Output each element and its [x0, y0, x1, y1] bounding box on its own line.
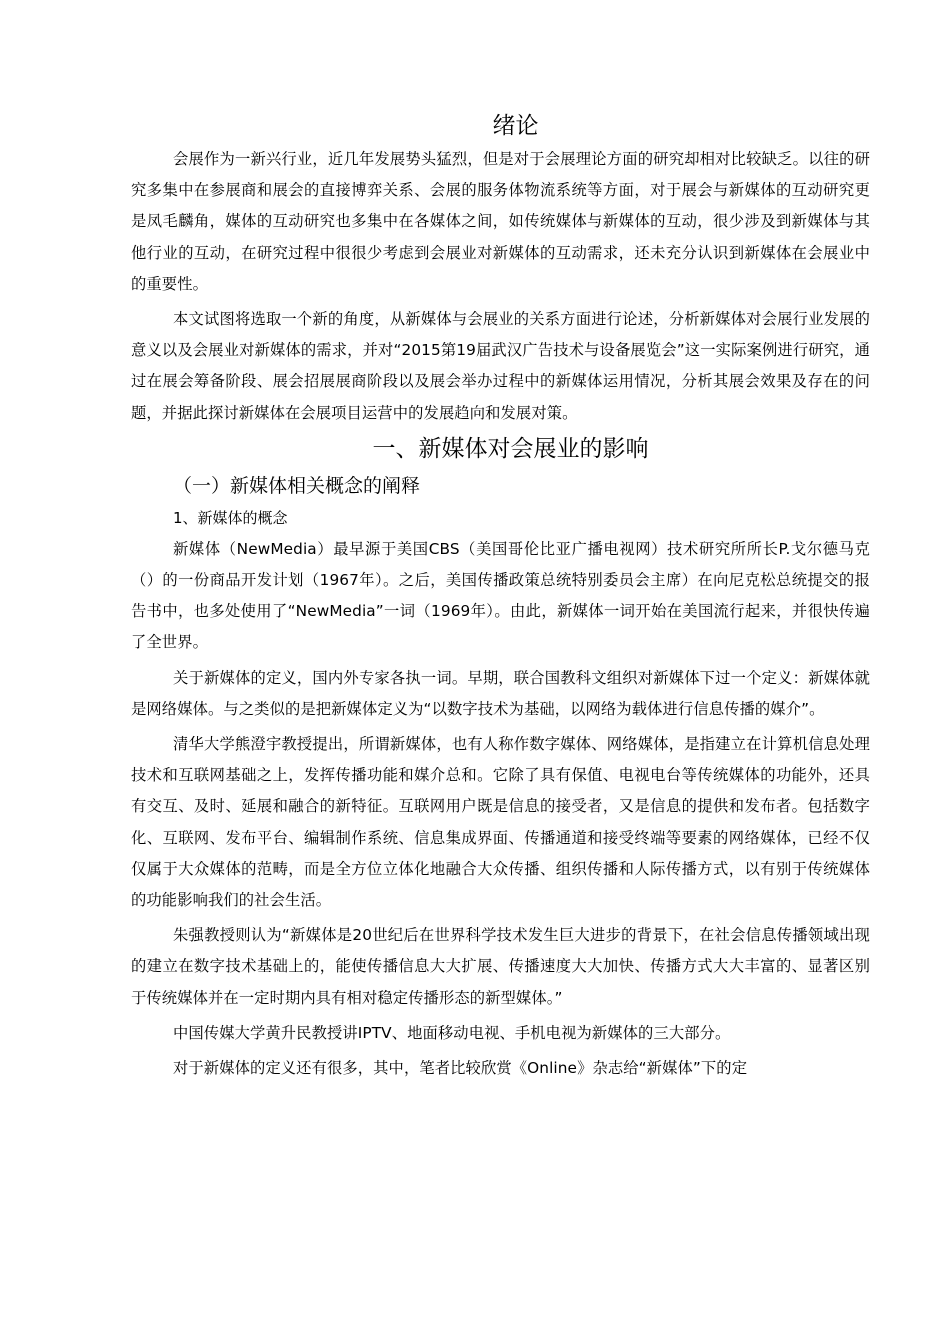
body-paragraph-4: 朱强教授则认为“新媒体是20世纪后在世界科学技术发生巨大进步的背景下，在社会信息传播领域出现的建立在数字技术基础上的，能使传播信息大大扩展、传播速度大大加快、传播方式大大丰富的、显著区别于传统媒体并在一定时期内具有相对稳定传播形态的新型媒体。” [131, 926, 870, 1007]
body-paragraph-6: 对于新媒体的定义还有很多，其中，笔者比较欣赏《Online》杂志给“新媒体”下的定 [173, 1059, 748, 1078]
body-paragraph-5: 中国传媒大学黄升民教授讲IPTV、地面移动电视、手机电视为新媒体的三大部分。 [173, 1023, 731, 1042]
document-title: 绪论 [492, 113, 539, 139]
chapter-heading: 一、新媒体对会展业的影响 [372, 435, 649, 462]
section-heading: （一）新媒体相关概念的阐释 [173, 474, 421, 497]
intro-paragraph-1: 会展作为一新兴行业，近几年发展势头猛烈，但是对于会展理论方面的研究却相对比较缺乏。以往的研究多集中在参展商和展会的直接博弈关系、会展的服务体物流系统等方面，对于展会与新媒体的互动研究更是凤毛麟角，媒体的互动研究也多集中在各媒体之间，如传统媒体与新媒体的互动，很少涉及到新媒体与其他行业的互动，在研究过程中很很少考虑到会展业对新媒体的互动需求，还未充分认识到新媒体在会展业中的重要性。 [131, 150, 870, 293]
subsection-heading: 1、新媒体的概念 [173, 508, 288, 527]
body-paragraph-2: 关于新媒体的定义，国内外专家各执一词。早期，联合国教科文组织对新媒体下过一个定义：新媒体就是网络媒体。与之类似的是把新媒体定义为“以数字技术为基础，以网络为载体进行信息传播的媒介”。 [131, 668, 870, 718]
body-paragraph-1: 新媒体（NewMedia）最早源于美国CBS（美国哥伦比亚广播电视网）技术研究所所长P.戈尔德马克（）的一份商品开发计划（1967年）。之后，美国传播政策总统特别委员会主席）在向尼克松总统提交的报告书中，也多处使用了“NewMedia”一词（1969年）。由此，新媒体一词开始在美国流行起来，并很快传遍了全世界。 [131, 539, 870, 652]
body-paragraph-3: 清华大学熊澄宇教授提出，所谓新媒体，也有人称作数字媒体、网络媒体，是指建立在计算机信息处理技术和互联网基础之上，发挥传播功能和媒介总和。它除了具有保值、电视电台等传统媒体的功能外，还具有交互、及时、延展和融合的新特征。互联网用户既是信息的接受者，又是信息的提供和发布者。包括数字化、互联网、发布平台、编辑制作系统、信息集成界面、传播通道和接受终端等要素的网络媒体，已经不仅仅属于大众媒体的范畴，而是全方位立体化地融合大众传播、组织传播和人际传播方式，以有别于传统媒体的功能影响我们的社会生活。 [131, 735, 870, 910]
document-page [131, 108, 870, 1084]
intro-paragraph-2: 本文试图将选取一个新的角度，从新媒体与会展业的关系方面进行论述，分析新媒体对会展行业发展的意义以及会展业对新媒体的需求，并对“2015第19届武汉广告技术与设备展览会”这一实际案例进行研究，通过在展会筹备阶段、展会招展展商阶段以及展会举办过程中的新媒体运用情况，分析其展会效果及存在的问题，并据此探讨新媒体在会展项目运营中的发展趋向和发展对策。 [131, 310, 870, 422]
